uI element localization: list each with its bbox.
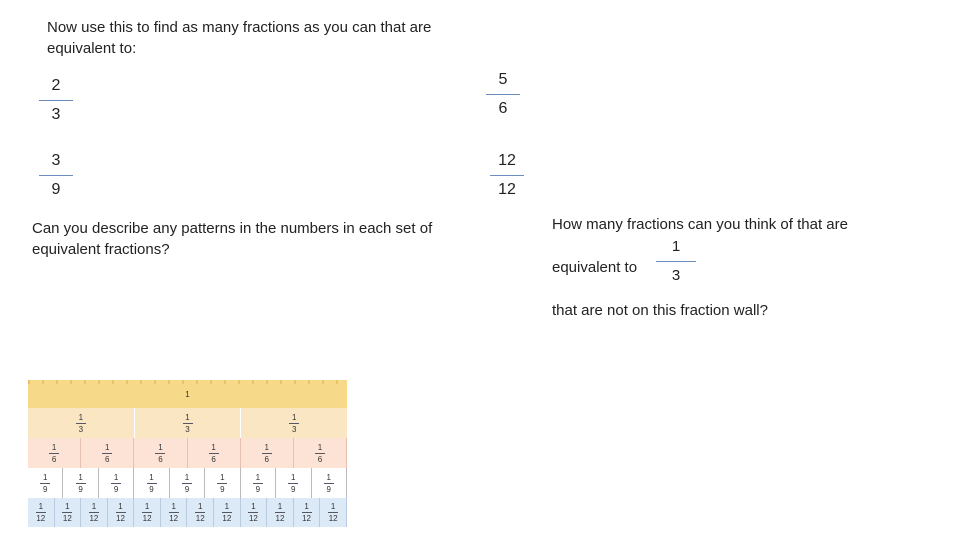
fraction-twelve-twelfths xyxy=(490,151,524,200)
wall-cell-denominator: 6 xyxy=(211,454,216,464)
wall-cell-numerator: 1 xyxy=(291,412,297,422)
wall-row-thirds xyxy=(28,408,347,438)
wall-cell-denominator: 6 xyxy=(317,454,323,464)
fraction-three-ninths xyxy=(39,151,73,200)
wall-top-pattern xyxy=(28,380,347,384)
instruction-text: Now use this to find as many fractions as you can that are equivalent to: xyxy=(47,19,432,57)
wall-cell-bar xyxy=(253,483,263,484)
wall-cell-denominator: 9 xyxy=(78,484,83,494)
wall-cell-thirds xyxy=(28,408,135,438)
wall-cell-sixths xyxy=(294,438,347,468)
wall-cell-numerator: 1 xyxy=(185,412,190,422)
wall-cell-numerator: 1 xyxy=(291,472,296,482)
fraction-bar xyxy=(39,175,73,176)
wall-cell-bar xyxy=(209,453,219,454)
wall-cell-bar xyxy=(324,483,334,484)
wall-cell-bar xyxy=(288,483,298,484)
wall-cell-denominator: 12 xyxy=(275,514,285,523)
wall-cell-denominator: 9 xyxy=(291,484,296,494)
wall-cell-numerator: 1 xyxy=(113,472,119,482)
wall-cell-sixths xyxy=(241,438,294,468)
wall-cell-bar xyxy=(111,483,121,484)
fraction-denominator: 9 xyxy=(51,181,61,198)
wall-cell-bar xyxy=(248,512,258,513)
fraction-denominator: 12 xyxy=(498,181,516,198)
fraction-numerator: 1 xyxy=(671,238,681,255)
wall-cell-sixths xyxy=(28,438,81,468)
wall-cell-ninths xyxy=(99,468,134,498)
wall-cell-ninths xyxy=(276,468,311,498)
wall-cell-twelfths xyxy=(214,498,241,527)
wall-cell-numerator: 1 xyxy=(171,502,176,511)
wall-cell-denominator: 12 xyxy=(248,514,258,523)
wall-cell-bar xyxy=(217,483,227,484)
fraction-wall xyxy=(28,380,347,527)
wall-cell-bar xyxy=(102,453,112,454)
wall-cell-numerator: 1 xyxy=(51,442,57,452)
wall-cell-denominator: 9 xyxy=(42,484,48,494)
fraction-denominator: 6 xyxy=(498,100,508,117)
wall-cell-bar xyxy=(195,512,205,513)
wall-cell-ninths xyxy=(28,468,63,498)
wall-cell-twelfths xyxy=(161,498,188,527)
wall-cell-ninths xyxy=(63,468,98,498)
wall-cell-numerator: 1 xyxy=(224,502,230,511)
wall-cell-bar xyxy=(36,512,46,513)
wall-cell-twelfths xyxy=(81,498,108,527)
wall-cell-thirds xyxy=(135,408,242,438)
wall-cell-twelfths xyxy=(294,498,321,527)
wall-cell-numerator: 1 xyxy=(277,502,283,511)
wall-row-twelfths xyxy=(28,498,347,527)
wall-cell-sixths xyxy=(81,438,134,468)
fraction-numerator: 12 xyxy=(498,152,516,169)
wall-cell-bar xyxy=(62,512,72,513)
wall-cell-numerator: 1 xyxy=(185,389,190,399)
wall-cell-thirds xyxy=(241,408,347,438)
fraction-numerator: 2 xyxy=(51,77,61,94)
wall-cell-numerator: 1 xyxy=(304,502,309,511)
wall-cell-bar xyxy=(289,423,299,424)
wall-cell-denominator: 12 xyxy=(222,514,232,523)
wall-cell-twelfths xyxy=(55,498,82,527)
wall-cell-bar xyxy=(275,512,285,513)
wall-cell-ninths xyxy=(312,468,347,498)
wall-cell-numerator: 1 xyxy=(91,502,97,511)
wall-row-ninths xyxy=(28,468,347,498)
wall-cell-bar xyxy=(262,453,272,454)
wall-cell-bar xyxy=(328,512,338,513)
wall-cell-denominator: 3 xyxy=(291,424,297,434)
fraction-two-thirds xyxy=(39,76,73,125)
wall-cell-twelfths xyxy=(134,498,161,527)
wall-cell-denominator: 3 xyxy=(78,424,84,434)
fraction-bar xyxy=(490,175,524,176)
wall-cell-denominator: 9 xyxy=(220,484,225,494)
wall-cell-twelfths xyxy=(267,498,294,527)
fraction-numerator: 3 xyxy=(51,152,61,169)
wall-cell-denominator: 9 xyxy=(149,484,154,494)
wall-cell-numerator: 1 xyxy=(317,442,323,452)
wall-cell-bar xyxy=(116,512,126,513)
wall-cell-twelfths xyxy=(28,498,55,527)
wall-row-wholes xyxy=(28,380,347,408)
wall-cell-denominator: 9 xyxy=(113,484,119,494)
wall-cell-numerator: 1 xyxy=(264,442,269,452)
pattern-question: Can you describe any patterns in the numbers in each set of equivalent fractions? xyxy=(32,220,433,258)
wall-cell-twelfths xyxy=(241,498,268,527)
wall-cell-denominator: 6 xyxy=(158,454,163,464)
wall-cell-wholes xyxy=(28,380,347,408)
right-question-line1: How many fractions can you think of that are xyxy=(552,216,848,233)
wall-cell-numerator: 1 xyxy=(220,472,225,482)
wall-cell-twelfths xyxy=(320,498,347,527)
wall-cell-ninths xyxy=(134,468,169,498)
wall-cell-numerator: 1 xyxy=(144,502,150,511)
fraction-bar xyxy=(486,94,520,95)
wall-cell-denominator: 6 xyxy=(51,454,57,464)
right-question-line3: that are not on this fraction wall? xyxy=(552,302,768,319)
wall-cell-ninths xyxy=(205,468,240,498)
wall-cell-numerator: 1 xyxy=(330,502,336,511)
wall-cell-bar xyxy=(142,512,152,513)
wall-cell-ninths xyxy=(170,468,205,498)
wall-cell-denominator: 12 xyxy=(36,514,46,523)
fraction-bar xyxy=(656,261,696,262)
wall-cell-bar xyxy=(302,512,312,513)
fraction-numerator: 5 xyxy=(498,71,508,88)
wall-cell-denominator: 12 xyxy=(169,514,179,523)
wall-cell-sixths xyxy=(134,438,187,468)
wall-cell-bar xyxy=(76,423,86,424)
wall-cell-bar xyxy=(315,453,325,454)
wall-cell-numerator: 1 xyxy=(65,502,70,511)
wall-cell-numerator: 1 xyxy=(198,502,203,511)
wall-cell-numerator: 1 xyxy=(38,502,44,511)
fraction-bar xyxy=(39,100,73,101)
wall-cell-numerator: 1 xyxy=(184,472,190,482)
fraction-denominator: 3 xyxy=(51,106,61,123)
wall-cell-denominator: 12 xyxy=(62,514,72,523)
wall-cell-bar xyxy=(49,453,59,454)
wall-cell-denominator: 9 xyxy=(184,484,190,494)
wall-cell-numerator: 1 xyxy=(78,472,83,482)
wall-cell-denominator: 9 xyxy=(326,484,331,494)
wall-cell-bar xyxy=(183,423,193,424)
wall-cell-numerator: 1 xyxy=(118,502,123,511)
wall-cell-bar xyxy=(147,483,157,484)
wall-cell-ninths xyxy=(241,468,276,498)
wall-cell-numerator: 1 xyxy=(211,442,216,452)
wall-cell-denominator: 12 xyxy=(195,514,205,523)
wall-cell-bar xyxy=(169,512,179,513)
wall-cell-bar xyxy=(89,512,99,513)
wall-cell-denominator: 12 xyxy=(302,514,312,523)
fraction-five-sixths xyxy=(486,70,520,119)
wall-cell-twelfths xyxy=(108,498,135,527)
right-question-line2: equivalent to xyxy=(552,259,638,276)
wall-cell-numerator: 1 xyxy=(42,472,48,482)
fraction-one-third xyxy=(656,237,696,286)
wall-cell-denominator: 12 xyxy=(89,514,99,523)
wall-cell-numerator: 1 xyxy=(251,502,256,511)
wall-cell-sixths xyxy=(188,438,241,468)
wall-cell-numerator: 1 xyxy=(78,412,84,422)
wall-cell-bar xyxy=(40,483,50,484)
wall-cell-bar xyxy=(222,512,232,513)
wall-cell-denominator: 12 xyxy=(116,514,125,523)
wall-cell-numerator: 1 xyxy=(255,472,261,482)
wall-cell-bar xyxy=(155,453,165,454)
wall-cell-denominator: 12 xyxy=(142,514,152,523)
wall-cell-numerator: 1 xyxy=(149,472,154,482)
fraction-denominator: 3 xyxy=(671,267,681,284)
wall-cell-bar xyxy=(76,483,86,484)
wall-cell-denominator: 6 xyxy=(105,454,110,464)
wall-cell-denominator: 12 xyxy=(328,514,338,523)
wall-cell-twelfths xyxy=(187,498,214,527)
wall-cell-denominator: 9 xyxy=(255,484,261,494)
wall-cell-numerator: 1 xyxy=(158,442,163,452)
wall-cell-bar xyxy=(182,483,192,484)
wall-cell-denominator: 6 xyxy=(264,454,269,464)
wall-cell-numerator: 1 xyxy=(326,472,331,482)
wall-cell-denominator: 3 xyxy=(185,424,190,434)
wall-cell-numerator: 1 xyxy=(105,442,110,452)
wall-row-sixths xyxy=(28,438,347,468)
